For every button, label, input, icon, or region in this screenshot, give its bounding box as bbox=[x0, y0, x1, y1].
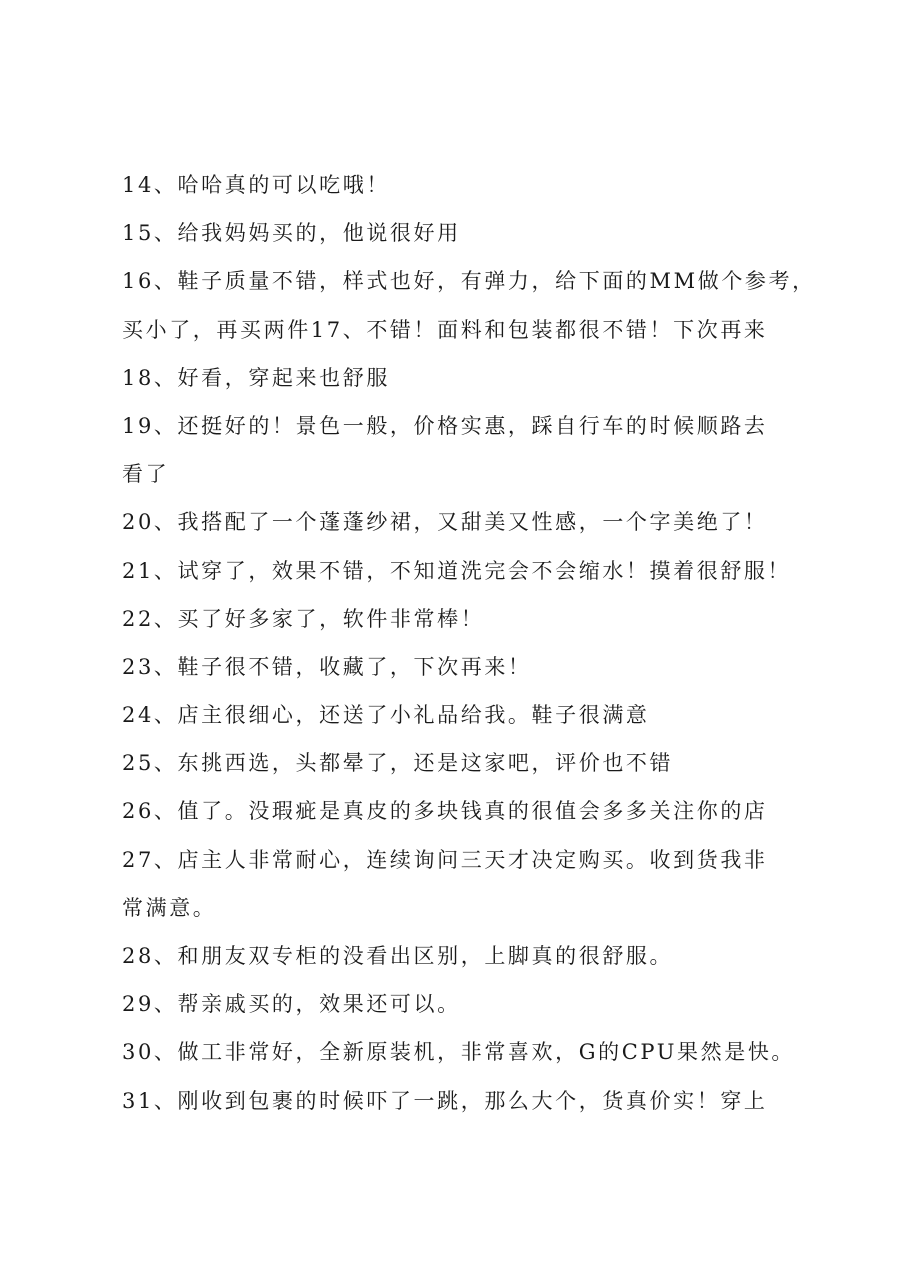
text-line: 21、试穿了，效果不错，不知道洗完会不会缩水！摸着很舒服！ bbox=[122, 558, 792, 583]
text-line: 看了 bbox=[122, 462, 170, 487]
text-line: 18、好看，穿起来也舒服 bbox=[122, 365, 390, 390]
text-line: 20、我搭配了一个蓬蓬纱裙，又甜美又性感，一个字美绝了！ bbox=[122, 510, 768, 535]
text-line: 28、和朋友双专柜的没看出区别，上脚真的很舒服。 bbox=[122, 944, 674, 968]
text-line: 14、哈哈真的可以吃哦！ bbox=[122, 173, 390, 197]
text-line: 31、刚收到包裹的时候吓了一跳，那么大个，货真价实！穿上 bbox=[122, 1088, 768, 1113]
text-line: 19、还挺好的！景色一般，价格实惠，踩自行车的时候顺路去 bbox=[122, 413, 768, 438]
text-line: 22、买了好多家了，软件非常棒！ bbox=[122, 606, 485, 631]
text-line: 24、店主很细心，还送了小礼品给我。鞋子很满意 bbox=[122, 703, 650, 728]
text-line: 常满意。 bbox=[122, 895, 217, 920]
text-line: 25、东挑西选，头都晕了，还是这家吧，评价也不错 bbox=[122, 751, 674, 776]
text-line: 买小了，再买两件17、不错！面料和包装都很不错！下次再来 bbox=[122, 317, 768, 342]
text-line: 16、鞋子质量不错，样式也好，有弹力，给下面的MM做个参考， bbox=[122, 269, 816, 294]
text-line: 23、鞋子很不错，收藏了，下次再来！ bbox=[122, 654, 532, 679]
text-line: 26、值了。没瑕疵是真皮的多块钱真的很值会多多关注你的店 bbox=[122, 799, 768, 824]
text-line: 15、给我妈妈买的，他说很好用 bbox=[122, 221, 461, 246]
text-line: 29、帮亲戚买的，效果还可以。 bbox=[122, 992, 461, 1017]
text-line: 30、做工非常好，全新原装机，非常喜欢，G的CPU果然是快。 bbox=[122, 1040, 796, 1065]
text-line: 27、店主人非常耐心，连续询问三天才决定购买。收到货我非 bbox=[122, 847, 768, 872]
review-text-block bbox=[122, 167, 816, 1131]
